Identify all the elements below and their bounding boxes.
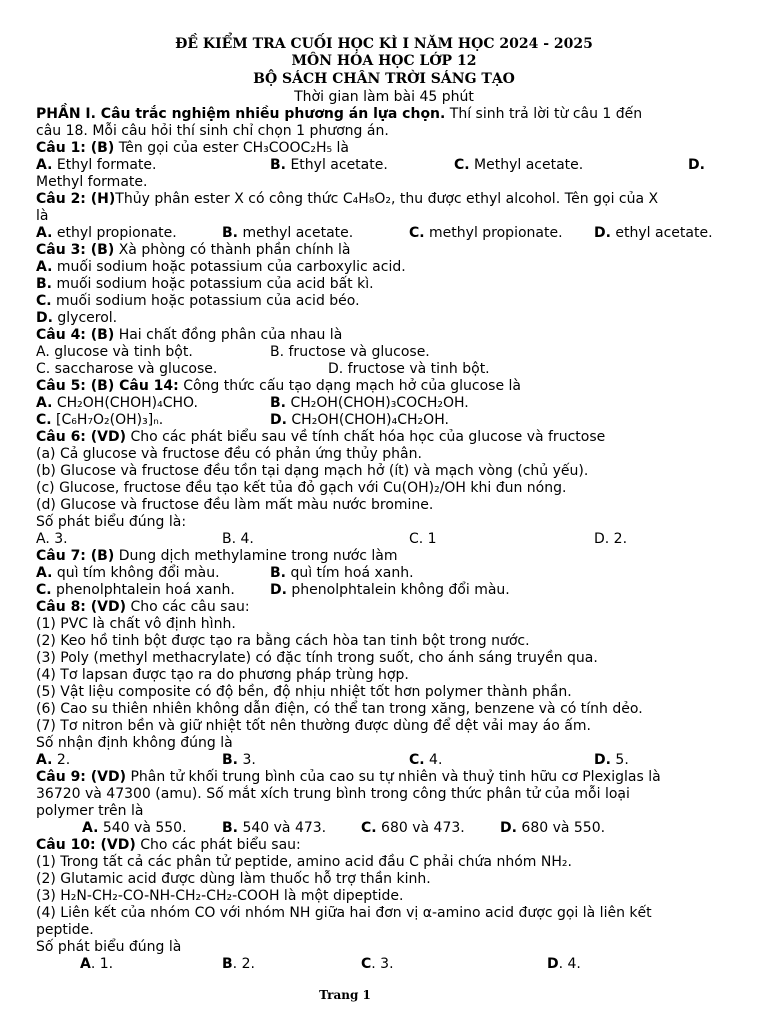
part1-heading [36,106,732,123]
option-c: C. phenolphtalein hoá xanh. [36,582,235,598]
question-8 [36,599,732,616]
option-a: A. quì tím không đổi màu. [36,565,220,581]
question-label: Câu 4: (B) [36,327,115,343]
question-text: Hai chất đồng phân của nhau là [114,327,343,343]
question-7 [36,548,732,565]
question-label: Câu 9: (VD) [36,769,127,785]
statement-6: (6) Cao su thiên nhiên không dẫn điện, có thể tan trong xăng, benzene và có tính dẻo. [36,701,643,717]
statement-1: (1) PVC là chất vô định hình. [36,616,236,632]
question-3 [36,242,732,259]
option-c: C. saccharose và glucose. [36,361,218,377]
statement-c: (c) Glucose, fructose đều tạo kết tủa đỏ gạch với Cu(OH)₂/OH khi đun nóng. [36,480,567,496]
option-c: C. methyl propionate. [409,225,563,241]
question-label: Câu 6: (VD) [36,429,127,445]
option-b: B. methyl acetate. [222,225,354,241]
option-a: A. CH₂OH(CHOH)₄CHO. [36,395,198,411]
option-b: B. quì tím hoá xanh. [270,565,414,581]
option-d: D. 2. [594,531,628,547]
option-d: D. 5. [594,752,629,768]
question-4 [36,327,732,344]
question-9 [36,769,732,786]
option-b: B. muối sodium hoặc potassium của acid bất kì. [36,276,374,292]
option-c: C. 680 và 473. [361,820,465,836]
question-label: Câu 2: (H) [36,191,116,207]
option-c: C. 1 [409,531,437,547]
book-series-title: BỘ SÁCH CHÂN TRỜI SÁNG TẠO [253,71,515,87]
question-text: Xà phòng có thành phần chính là [114,242,351,258]
option-a: A. 2. [36,752,71,768]
option-a: A. Ethyl formate. [36,157,157,173]
statement-2: (2) Glutamic acid được dùng làm thuốc hỗ trợ thần kinh. [36,871,431,887]
question-label: Câu 5: (B) Câu 14: [36,378,179,394]
question-label: Câu 1: (B) [36,140,115,156]
option-b: B. 3. [222,752,256,768]
option-c: C. 3. [361,956,394,972]
option-b: B. 2. [222,956,255,972]
question-label: Câu 8: (VD) [36,599,127,615]
statement-5: (5) Vật liệu composite có độ bền, độ nhịu nhiệt tốt hơn polymer thành phần. [36,684,572,700]
option-c: C. muối sodium hoặc potassium của acid béo. [36,293,360,309]
question-label: Câu 10: (VD) [36,837,136,853]
part1-title: PHẦN I. Câu trắc nghiệm nhiều phương án lựa chọn. [36,106,446,122]
option-c: C. [C₆H₇O₂(OH)₃]ₙ. [36,412,164,428]
option-a: A. 3. [36,531,68,547]
part1-instruction-cont: câu 18. Mỗi câu hỏi thí sinh chỉ chọn 1 phương án. [36,123,389,139]
option-c: C. 4. [409,752,443,768]
question-6 [36,429,732,446]
option-d: D. ethyl acetate. [594,225,713,241]
part1-instruction: Thí sinh trả lời từ câu 1 đến [445,106,643,122]
question-text: Tên gọi của ester CH₃COOC₂H₅ là [114,140,350,156]
option-d: D. phenolphtalein không đổi màu. [270,582,510,598]
question-text: Phân tử khối trung bình của cao su tự nhiên và thuỷ tinh hữu cơ Plexiglas là [126,769,661,785]
option-a: A. 540 và 550. [82,820,187,836]
option-d: D. 680 và 550. [500,820,606,836]
page-number: Trang 1 [319,988,371,1002]
question-10-ask: Số phát biểu đúng là [36,939,182,955]
question-text: Cho các phát biểu sau: [135,837,301,853]
statement-b: (b) Glucose và fructose đều tồn tại dạng mạch hở (ít) và mạch vòng (chủ yếu). [36,463,589,479]
option-d: D. glycerol. [36,310,118,326]
question-1 [36,140,732,157]
question-2 [36,191,732,208]
question-10 [36,837,732,854]
subject-title: MÔN HÓA HỌC LỚP 12 [291,53,477,69]
option-d: Methyl formate. [36,174,148,190]
question-8-ask: Số nhận định không đúng là [36,735,233,751]
statement-3: (3) Poly (methyl methacrylate) có đặc tính trong suốt, cho ánh sáng truyền qua. [36,650,598,666]
option-a: A. muối sodium hoặc potassium của carboxylic acid. [36,259,406,275]
statement-4: (4) Liên kết của nhóm CO với nhóm NH giữa hai đơn vị α-amino acid được gọi là liên kết [36,905,652,921]
exam-title: ĐỀ KIỂM TRA CUỐI HỌC KÌ I NĂM HỌC 2024 - 2025 [175,36,593,52]
option-d-letter: D. [688,157,705,173]
question-2-cont: là [36,208,49,224]
statement-a: (a) Cả glucose và fructose đều có phản ứng thủy phân. [36,446,422,462]
option-b: B. 4. [222,531,254,547]
question-text: Thủy phân ester X có công thức C₄H₈O₂, thu được ethyl alcohol. Tên gọi của X [115,191,659,207]
option-b: B. Ethyl acetate. [270,157,388,173]
question-9-cont: 36720 và 47300 (amu). Số mắt xích trung bình trong công thức phân tử của mỗi loại [36,786,630,802]
question-text: Cho các câu sau: [126,599,250,615]
statement-3: (3) H₂N-CH₂-CO-NH-CH₂-CH₂-COOH là một dipeptide. [36,888,404,904]
statement-1: (1) Trong tất cả các phân tử peptide, amino acid đầu C phải chứa nhóm NH₂. [36,854,572,870]
statement-4-cont: peptide. [36,922,94,938]
question-label: Câu 3: (B) [36,242,115,258]
statement-d: (d) Glucose và fructose đều làm mất màu nước bromine. [36,497,434,513]
option-b: B. fructose và glucose. [270,344,430,360]
option-a: A. glucose và tinh bột. [36,344,193,360]
question-text: Cho các phát biểu sau về tính chất hóa học của glucose và fructose [126,429,606,445]
question-label: Câu 7: (B) [36,548,115,564]
option-a: A. 1. [80,956,114,972]
option-a: A. ethyl propionate. [36,225,177,241]
option-d: D. CH₂OH(CHOH)₄CH₂OH. [270,412,449,428]
question-5 [36,378,732,395]
time-limit: Thời gian làm bài 45 phút [294,89,474,105]
question-text: Dung dịch methylamine trong nước làm [114,548,398,564]
option-b: B. CH₂OH(CHOH)₃COCH₂OH. [270,395,469,411]
statement-4: (4) Tơ lapsan được tạo ra do phương pháp trùng hợp. [36,667,409,683]
question-text: Công thức cấu tạo dạng mạch hở của glucose là [178,378,521,394]
statement-2: (2) Keo hồ tinh bột được tạo ra bằng cách hòa tan tinh bột trong nước. [36,633,530,649]
option-c: C. Methyl acetate. [454,157,584,173]
option-d: D. fructose và tinh bột. [328,361,490,377]
option-b: B. 540 và 473. [222,820,327,836]
question-6-ask: Số phát biểu đúng là: [36,514,187,530]
statement-7: (7) Tơ nitron bền và giữ nhiệt tốt nên thường được dùng để dệt vải may áo ấm. [36,718,591,734]
option-d: D. 4. [547,956,581,972]
question-9-cont2: polymer trên là [36,803,144,819]
